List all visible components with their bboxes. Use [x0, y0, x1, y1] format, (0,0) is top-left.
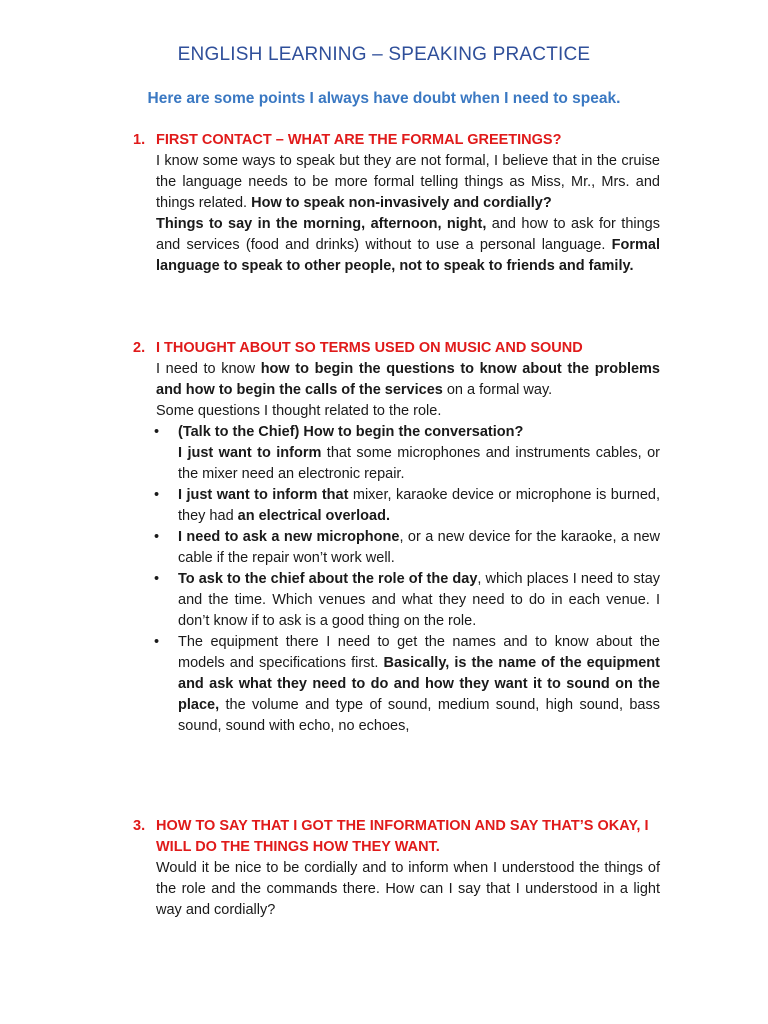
- bullet-icon: •: [154, 487, 160, 503]
- text-run: , which places I need to stay and the time. Which venues and what they need to do in each venue. I don’t know if to ask is a good thing on the role.: [178, 571, 661, 629]
- text-run: the volume and type of sound, medium sound, high sound, bass sound, sound with echo, no echoes,: [178, 697, 660, 734]
- paragraph: [156, 151, 660, 214]
- section-number: 1.: [133, 132, 146, 148]
- text-run: The equipment there I need to get the names and to know about the models and specifications first.: [178, 634, 660, 671]
- bold-text-run: How to speak non-invasively and cordially?: [251, 195, 552, 211]
- paragraph: Would it be nice to be cordially and to inform when I understood the things of the role and the commands there. How can I say that I understood in a light way and cordially?: [156, 860, 660, 918]
- bold-text-run: I just want to inform: [178, 445, 322, 461]
- text-run: on a formal way.: [442, 382, 553, 398]
- bold-text-run: Things to say in the morning, afternoon, night,: [156, 216, 487, 232]
- section-heading: [130, 816, 660, 858]
- bold-text-run: Formal language to speak to other people, not to speak to friends and family.: [156, 237, 660, 274]
- section-heading-text: I THOUGHT ABOUT SO TERMS USED ON MUSIC AND SOUND: [156, 340, 583, 356]
- bold-text-run: I need to ask a new microphone: [178, 529, 400, 545]
- list-item: [154, 527, 660, 569]
- section-body: [130, 858, 660, 921]
- bullet-icon: •: [154, 529, 160, 545]
- page-subtitle: Here are some points I always have doubt when I need to speak.: [147, 90, 621, 107]
- section-heading: [130, 130, 660, 151]
- section-body: [130, 151, 660, 277]
- section-heading: [130, 338, 660, 359]
- section-3: [130, 816, 660, 921]
- paragraph: Some questions I thought related to the role.: [156, 403, 442, 419]
- list-item: [154, 422, 661, 485]
- text-run: and how to ask for things and services (food and drinks) without to use a personal language.: [156, 216, 660, 253]
- section-heading-text: FIRST CONTACT – WHAT ARE THE FORMAL GREETINGS?: [156, 132, 562, 148]
- section-body: [130, 359, 660, 422]
- section-heading-text: HOW TO SAY THAT I GOT THE INFORMATION AND SAY THAT’S OKAY, I WILL DO THE THINGS HOW THEY WANT.: [156, 818, 649, 855]
- bold-text-run: how to begin the questions to know about the problems and how to begin the calls of the services: [156, 361, 660, 398]
- bold-text-run: To ask to the chief about the role of the day: [178, 571, 478, 587]
- bold-text-run: an electrical overload.: [237, 508, 390, 524]
- paragraph: [156, 359, 660, 401]
- text-run: , or a new device for the karaoke, a new cable if the repair won’t work well.: [178, 529, 660, 566]
- text-run: mixer, karaoke device or microphone is burned, they had: [178, 487, 660, 524]
- bullet-list: [130, 422, 660, 737]
- section-number: 2.: [133, 340, 146, 356]
- bold-text-run: I just want to inform that: [178, 487, 349, 503]
- bullet-icon: •: [154, 424, 160, 440]
- bullet-icon: •: [154, 634, 160, 650]
- text-run: that some microphones and instruments cables, or the mixer need an electronic repair.: [178, 445, 661, 482]
- paragraph: [156, 214, 660, 277]
- bullet-icon: •: [154, 571, 160, 587]
- section-2: [130, 338, 660, 737]
- list-item: [154, 569, 661, 632]
- section-number: 3.: [133, 818, 146, 834]
- bold-text-run: Basically, is the name of the equipment and ask what they need to do and how they want it to sound on the place,: [178, 655, 660, 713]
- bold-text-run: (Talk to the Chief) How to begin the conversation?: [178, 424, 524, 440]
- page-title: ENGLISH LEARNING – SPEAKING PRACTICE: [177, 44, 591, 65]
- text-run: I need to know: [156, 361, 261, 377]
- section-1: [130, 130, 660, 277]
- list-item: [154, 485, 660, 527]
- list-item: [154, 632, 660, 737]
- text-run: I know some ways to speak but they are not formal, I believe that in the cruise the language needs to be more formal telling things as Miss, Mr., Mrs. and things related.: [156, 153, 660, 211]
